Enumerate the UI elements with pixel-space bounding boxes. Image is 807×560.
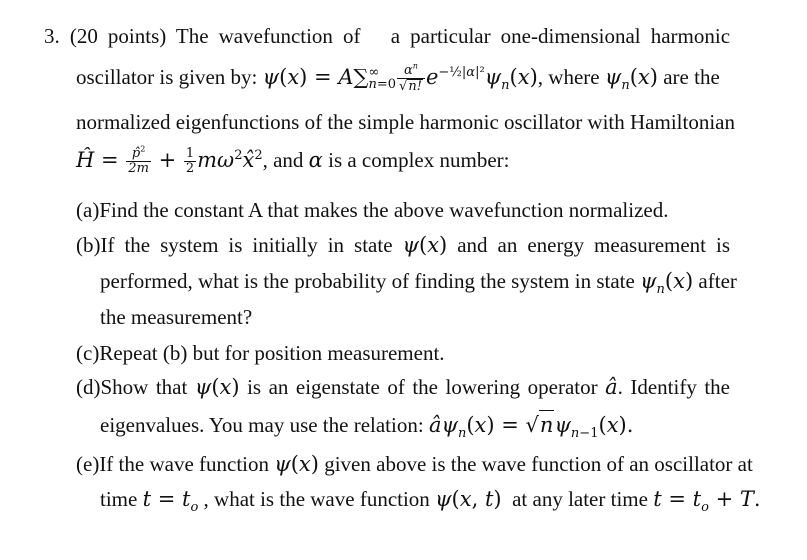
hamiltonian-equation: Ĥ = $\frac{p̂^2}{2m}$ + $\frac{1}{2}$ $m\omega^2x̂^2$ — [76, 144, 263, 176]
part-d-line-1-prefix: Show that — [100, 375, 188, 399]
psi-of-x-t: ψ(x, t) — [435, 487, 502, 511]
part-e-line-1 — [76, 450, 753, 478]
part-a — [76, 196, 669, 224]
problem-line-2-where: , where — [537, 65, 600, 89]
psi-of-x-d: ψ(x) — [194, 375, 240, 399]
part-d-line-2-prefix: eigenvalues. You may use the relation: — [100, 413, 424, 437]
psi-n-of-x: $\psi_n(x)$ — [640, 269, 694, 298]
part-b-line-1-prefix: If the system is initially in state — [100, 233, 393, 257]
part-d-label: (d) — [76, 375, 101, 399]
alpha-symbol: α — [308, 148, 323, 172]
part-e-line-2-prefix: time — [100, 487, 138, 511]
part-b-line-3 — [100, 303, 252, 331]
part-b-line-1-suffix: and an energy measurement is — [457, 233, 731, 257]
problem-line-1-rest: a particular one-dimensional harmonic — [390, 24, 731, 48]
problem-line-2 — [76, 63, 730, 99]
psi-of-x-e: ψ(x) — [274, 452, 319, 476]
part-b-line-3-text: the measurement? — [100, 305, 253, 329]
problem-line-3 — [76, 108, 735, 136]
part-e-line-1-prefix: If the wave function — [99, 452, 269, 476]
part-c-text: Repeat (b) but for position measurement. — [99, 341, 445, 365]
problem-line-4 — [76, 146, 509, 184]
lowering-relation-equation: $â\psi_n(x) = √n\psi_{n-1}(x)$. — [429, 413, 633, 437]
part-a-label: (a) — [76, 198, 100, 222]
part-e-line-2-suffix: at any later time — [512, 487, 648, 511]
part-b-line-1 — [76, 231, 730, 259]
problem-line-3-text: normalized eigenfunctions of the simple harmonic oscillator with Hamiltonian — [76, 110, 735, 134]
part-d-line-1-suffix: . Identify the — [617, 375, 731, 399]
part-d-line-2 — [100, 410, 634, 442]
eigenfunction-psi-n: $\psi_n(x)$ — [604, 65, 658, 94]
part-e-line-2 — [100, 485, 761, 516]
psi-of-x: ψ(x) — [402, 233, 448, 257]
problem-line-2-prefix: oscillator is given by: — [76, 65, 258, 89]
wavefunction-definition-equation: ψ(x) = A∑∞ n=0 $\frac{\alpha^n}{√n!}$ $e^{-\frac{1}{2}|\alpha|^2}\psi_n(x)$ — [262, 61, 538, 94]
problem-line-4-and: , and — [262, 148, 304, 172]
part-a-text: Find the constant A that makes the above wavefunction normalized. — [99, 198, 669, 222]
problem-number: 3. — [44, 24, 60, 48]
part-e-line-2-mid: , what is the wave function — [203, 487, 430, 511]
problem-line-2-tail: are the — [663, 65, 720, 89]
part-b-line-2-prefix: performed, what is the probability of finding the system in state — [100, 269, 635, 293]
time-t-equals-t0: $t = t_o$ — [142, 487, 199, 516]
part-b-line-2-suffix: after — [698, 269, 737, 293]
part-d-line-1-mid: is an eigenstate of the lowering operator — [247, 375, 598, 399]
problem-line-4-tail: is a complex number: — [328, 148, 510, 172]
problem-line-1 — [44, 22, 730, 50]
part-c-label: (c) — [76, 341, 100, 365]
part-b-label: (b) — [76, 233, 101, 257]
part-b-line-2 — [100, 267, 737, 298]
part-e-label: (e) — [76, 452, 100, 476]
part-c — [76, 339, 445, 367]
problem-points-text: (20 points) The wavefunction of — [69, 24, 361, 48]
lowering-operator-a-hat: â — [605, 375, 618, 399]
time-t-equals-t0-plus-T: $t = t_o + T$. — [653, 487, 761, 516]
part-e-line-1-suffix: given above is the wave function of an oscillator at — [324, 452, 753, 476]
part-d-line-1 — [76, 373, 730, 401]
